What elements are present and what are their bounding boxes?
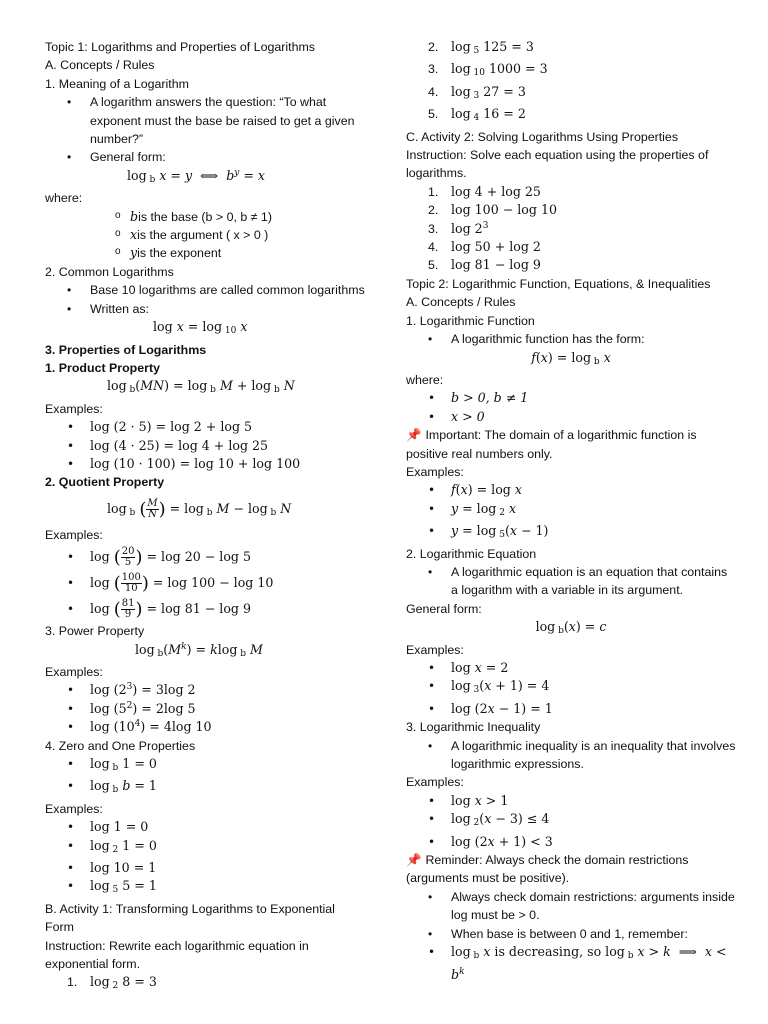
eq-heading: 2. Logarithmic Equation [406, 546, 537, 561]
quotient-example-2: • log ( $\frac{100}{10}$ ) = log 100 − log 10 [45, 570, 365, 596]
activity1-item-3: 3. log $_{10}$ 1000 = 3 [428, 61, 548, 79]
ineq-bullet: • A logarithmic inequality is an inequality that involves logarithmic expressions. [406, 737, 736, 774]
activity1-instruction: Instruction: Rewrite each logarithmic equation in exponential form. [45, 938, 309, 972]
zero-one-example-3: • log 10 = 1 [45, 859, 365, 877]
written-as-label: • Written as: [45, 300, 365, 318]
power-heading: 3. Power Property [45, 624, 145, 639]
eq-example-3: • log (2x − 1) = 1 [406, 700, 736, 718]
left-column [45, 38, 365, 996]
ineq-heading: 3. Logarithmic Inequality [406, 720, 541, 735]
topic1-heading: Topic 1: Logarithms and Properties of Logarithms [45, 40, 315, 54]
eq-example-2: • log $_3$(x + 1) = 4 [406, 677, 736, 699]
properties-heading: 3. Properties of Logarithms [45, 342, 207, 357]
product-examples-label: Examples: [45, 401, 103, 416]
product-heading: 1. Product Property [45, 360, 160, 375]
written-form: log x = log $_{10}$ x [153, 319, 248, 337]
general-form-label: • General form: [45, 148, 365, 166]
func-bullet: • A logarithmic function has the form: [406, 330, 736, 348]
activity2-item-1: 1. log 4 + log 25 [428, 183, 541, 199]
func-where-1: • b > 0, b ≠ 1 [406, 389, 736, 407]
concepts-heading: A. Concepts / Rules [45, 58, 155, 73]
power-example-1: • $\log (2^3) = 3\log$ 2 [45, 681, 365, 699]
zero-one-example-1: • log 1 = 0 [45, 818, 365, 836]
where-b: o bis the base (b > 0, b ≠ 1) [45, 208, 365, 226]
zero-property: • log $_b$ 1 = 0 [45, 755, 365, 777]
power-formula: $\log _b(M^k) = klog$ $_b$ M [135, 641, 263, 659]
activity2-item-4: 4. log 50 + log 2 [428, 239, 541, 255]
reminder-item-2: • When base is between 0 and 1, remember: [406, 925, 736, 943]
eq-bullet: • A logarithmic equation is an equation that contains a logarithm with a variable in its argument. [406, 563, 736, 600]
meaning-bullet: • A logarithm answers the question: “To what exponent must the base be raised to get a given number?” [45, 93, 365, 148]
activity1-heading: B. Activity 1: Transforming Logarithms to Exponential Form [45, 901, 335, 935]
product-formula: log $_b$(MN) = log $_b$ M + log $_b$ N [107, 378, 295, 396]
func-heading: 1. Logarithmic Function [406, 313, 535, 328]
quotient-example-1: • log ( $\frac{20}{5}$ ) = log 20 − log 5 [45, 544, 365, 570]
general-form-label-2: General form: [406, 601, 482, 616]
power-example-2: • $\log (5^2) = 2\log$ 5 [45, 700, 365, 718]
func-formula: f(x) = log $_b$ x [531, 349, 611, 367]
right-column [406, 38, 736, 984]
concepts2-heading: A. Concepts / Rules [406, 295, 516, 310]
quotient-formula: log $_b$ ( $\frac{M}{N}$ ) = log $_b$ M − log $_b$ N [107, 497, 292, 520]
eq-example-1: • log x = 2 [406, 659, 736, 677]
product-example-1: • log (2 · 5) = log 2 + log 5 [45, 418, 365, 436]
one-property: • log $_b$ b = 1 [45, 777, 365, 799]
activity2-item-5: 5. log 81 − log 9 [428, 257, 541, 273]
where-y: o yis the exponent [45, 244, 365, 262]
quotient-examples-label: Examples: [45, 527, 103, 542]
activity2-item-2: 2. log 100 − log 10 [428, 202, 557, 218]
zero-one-heading: 4. Zero and One Properties [45, 738, 196, 753]
reminder-item-1: • Always check domain restrictions: arguments inside log must be > 0. [406, 888, 736, 925]
func-examples-label: Examples: [406, 464, 464, 479]
zero-one-example-4: • log $_5$ 5 = 1 [45, 877, 365, 899]
meaning-heading: 1. Meaning of a Logarithm [45, 76, 189, 91]
activity1-item-1: 1. log $_2$ 8 = 3 [67, 974, 157, 992]
where-x: o xis the argument ( x > 0 ) [45, 226, 365, 244]
reminder-item-3: • log $_b$ x is decreasing, so log $_b$ x > k ⟹ $x < b^k$ [406, 943, 736, 984]
pin-icon: 📌 [406, 853, 422, 868]
ineq-examples-label: Examples: [406, 775, 464, 790]
eq-formula: log $_b$(x) = c [535, 619, 607, 637]
activity2-item-3: 3. $\log 2^3$ [428, 220, 489, 236]
activity1-item-5: 5. log $_4$ 16 = 2 [428, 106, 526, 124]
zero-one-example-2: • log $_2$ 1 = 0 [45, 837, 365, 859]
where-label: where: [45, 191, 83, 206]
ineq-example-3: • log (2x + 1) < 3 [406, 833, 736, 851]
func-example-1: • f(x) = log x [406, 481, 736, 499]
quotient-heading: 2. Quotient Property [45, 475, 165, 490]
eq-examples-label: Examples: [406, 642, 464, 657]
important-note: 📌 Important: The domain of a logarithmic function is positive real numbers only. [406, 428, 697, 461]
product-example-2: • log (4 · 25) = log 4 + log 25 [45, 437, 365, 455]
zero-one-examples-label: Examples: [45, 801, 103, 816]
activity2-heading: C. Activity 2: Solving Logarithms Using Properties [406, 129, 679, 144]
func-where-label: where: [406, 372, 444, 387]
ineq-example-1: • log x > 1 [406, 792, 736, 810]
common-heading: 2. Common Logarithms [45, 264, 174, 279]
activity2-instruction: Instruction: Solve each equation using the properties of logarithms. [406, 148, 709, 181]
quotient-example-3: • log ( $\frac{81}{9}$ ) = log 81 − log 9 [45, 596, 365, 622]
ineq-example-2: • log $_2$(x − 3) ≤ 4 [406, 810, 736, 832]
func-example-3: • y = log $_5$(x − 1) [406, 522, 736, 544]
activity1-item-2: 2. log $_5$ 125 = 3 [428, 39, 534, 56]
pin-icon: 📌 [406, 428, 422, 443]
activity1-item-4: 4. log $_3$ 27 = 3 [428, 83, 526, 101]
product-example-3: • log (10 · 100) = log 10 + log 100 [45, 455, 365, 473]
power-example-3: • $\log (10^4) = 4\log$ 10 [45, 718, 365, 736]
func-where-2: • x > 0 [406, 408, 736, 426]
func-example-2: • y = log $_2$ x [406, 500, 736, 522]
common-bullet: • Base 10 logarithms are called common logarithms [45, 281, 365, 299]
general-form-formula: log $_b$ x = y ⟺ $b^y = x$ [127, 167, 266, 185]
topic2-heading: Topic 2: Logarithmic Function, Equations, & Inequalities [406, 276, 711, 291]
reminder-note: 📌 Reminder: Always check the domain restrictions (arguments must be positive). [406, 853, 689, 886]
power-examples-label: Examples: [45, 664, 103, 679]
